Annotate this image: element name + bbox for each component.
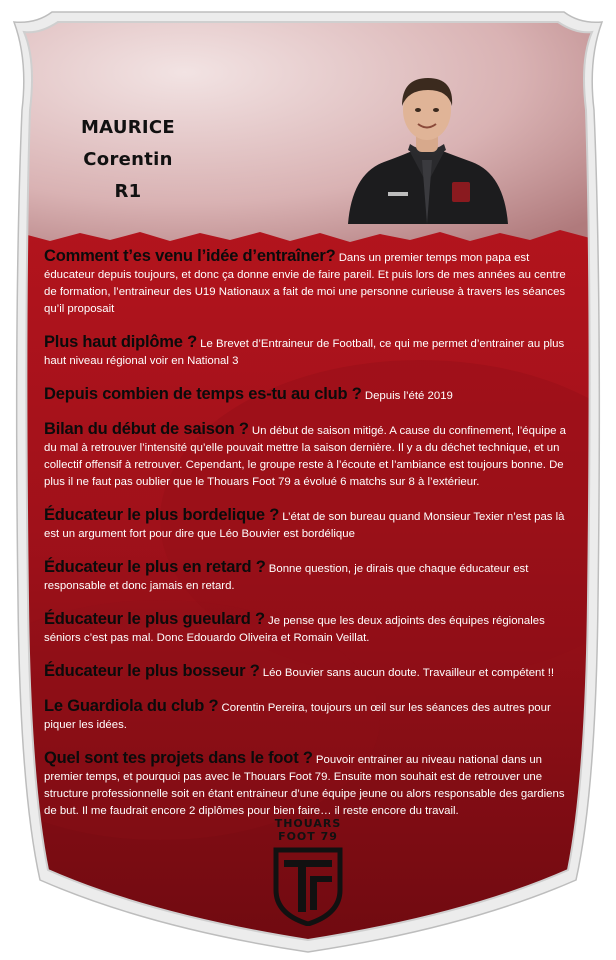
question: Éducateur le plus gueulard ? (44, 610, 265, 628)
answer: Le Brevet d’Entraineur de Football, ce qui me permet d’entrainer au plus haut niveau régional voir en National 3 (44, 338, 565, 367)
club-logo-line1: THOUARS (274, 817, 342, 830)
answer: Je pense que les deux adjoints des équipes régionales séniors c’est pas mal. Donc Edouardo Oliveira et Romain Veillat. (44, 615, 545, 644)
question: Éducateur le plus bosseur ? (44, 662, 260, 680)
answer: Dans un premier temps mon papa est éducateur depuis toujours, et donc ça donne envie de faire pareil. Et puis lors de mes années au centre de formation, l’entraineur des U19 Nationaux a fait de moi une personne curieuse à travers les séances qu’il proposait (44, 252, 566, 315)
question: Éducateur le plus en retard ? (44, 558, 266, 576)
coach-level: R1 (114, 181, 142, 202)
question: Éducateur le plus bordelique ? (44, 506, 280, 524)
club-monogram-icon (268, 846, 348, 926)
coach-name-block (78, 112, 178, 208)
qa-item (44, 421, 578, 491)
qa-item (44, 698, 578, 734)
question: Bilan du début de saison ? (44, 420, 249, 438)
answer: Pouvoir entrainer au niveau national dans un premier temps, et pourquoi pas avec le Thouars Foot 79. Ensuite mon souhait est de retrouver une structure professionnelle soit en étant entraineur d’une équipe jeune ou alors responsable des gardiens de but. Il me faudrait encore 2 diplômes pour bien faire… il reste encore du travail. (44, 754, 565, 817)
answer: Bonne question, je dirais que chaque éducateur est responsable et donc jamais en retard. (44, 563, 529, 592)
coach-last-name: MAURICE (80, 117, 176, 138)
qa-item (44, 248, 578, 318)
question: Le Guardiola du club ? (44, 697, 219, 715)
qa-item (44, 559, 578, 595)
question: Comment t’es venu l’idée d’entraîner? (44, 247, 336, 265)
question: Plus haut diplôme ? (44, 333, 197, 351)
answer: L’état de son bureau quand Monsieur Texier n’est pas là est un argument fort pour dire que Léo Bouvier est bordélique (44, 511, 565, 540)
answer: Depuis l’été 2019 (364, 390, 453, 402)
club-logo (262, 818, 354, 926)
answer: Léo Bouvier sans aucun doute. Travailleur et compétent !! (262, 667, 555, 679)
question: Quel sont tes projets dans le foot ? (44, 749, 313, 767)
answer: Un début de saison mitigé. A cause du confinement, l’équipe a du mal à retrouver l’intensité qu’elle pouvait mettre la saison dernière. Il y a du déchet technique, et un collectif offensif à retrouver. Cependant, le groupe reste à l’écoute et l’ambiance est toujours bonne. De plus il ne faut pas oublier que le Thouars Foot 79 a évolué 6 matchs sur 8 à l’extérieur. (44, 425, 566, 488)
question: Depuis combien de temps es-tu au club ? (44, 385, 362, 403)
qa-item (44, 334, 578, 370)
qa-item (44, 386, 578, 405)
interview-content (44, 248, 578, 836)
coach-photo (344, 64, 510, 224)
club-logo-line2: FOOT 79 (278, 830, 338, 843)
qa-item (44, 750, 578, 820)
coach-first-name: Corentin (83, 149, 173, 170)
qa-item (44, 507, 578, 543)
qa-item (44, 663, 578, 682)
answer: Corentin Pereira, toujours un œil sur les séances des autres pour piquer les idées. (44, 702, 551, 731)
qa-item (44, 611, 578, 647)
